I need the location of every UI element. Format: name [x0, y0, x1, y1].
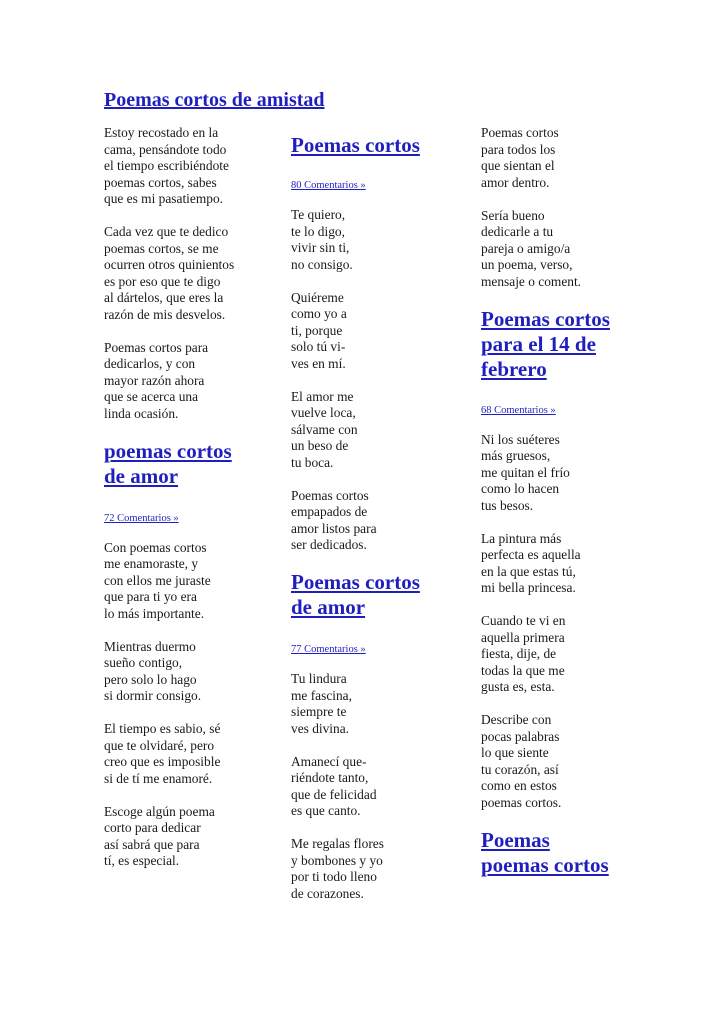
poem-paragraph: Estoy recostado en la cama, pensándote todo el tiempo escribiéndote poemas cortos, sabes que es mi pasatiempo.: [104, 125, 229, 206]
poem-paragraph: El tiempo es sabio, sé que te olvidaré, pero creo que es imposible si de tí me enamoré.: [104, 721, 221, 786]
poem-paragraph: Me regalas flores y bombones y yo por ti todo lleno de corazones.: [291, 836, 384, 901]
poem-paragraph: La pintura más perfecta es aquella en la que estas tú, mi bella princesa.: [481, 530, 581, 595]
poem-paragraph: Quiéreme como yo a ti, porque solo tú vi- ves en mí.: [291, 289, 347, 371]
column-middle: [291, 125, 461, 919]
post-heading-link[interactable]: Poemas cortos de amor: [291, 570, 420, 619]
poem-paragraph: Sería bueno dedicarle a tu pareja o amigo/a un poema, verso, mensaje o coment.: [481, 207, 582, 289]
poem-paragraph: Ni los suéteres más gruesos, me quitan el frío como lo hacen tus besos.: [481, 431, 570, 513]
poem-paragraph: Mientras duermo sueño contigo, pero solo lo hago si dormir consigo.: [104, 638, 202, 703]
poem-paragraph: Poemas cortos para dedicarlos, y con mayor razón ahora que se acerca una linda ocasión.: [104, 339, 209, 421]
poem-paragraph: Tu lindura me fascina, siempre te ves divina.: [291, 671, 352, 736]
comments-link[interactable]: 77 Comentarios »: [291, 644, 366, 655]
poem-paragraph: Cuando te vi en aquella primera fiesta, dije, de todas la que me gusta es, esta.: [481, 613, 566, 694]
poem-paragraph: Cada vez que te dedico poemas cortos, se me ocurren otros quinientos es por eso que te digo al dártelos, que eres la razón de mis desvelos.: [104, 224, 235, 322]
post-heading-link[interactable]: Poemas poemas cortos: [481, 827, 609, 877]
poem-paragraph: Describe con pocas palabras lo que siente tu corazón, así como en estos poemas cortos.: [481, 712, 562, 810]
comments-link[interactable]: 68 Comentarios »: [481, 404, 556, 416]
poem-paragraph: Poemas cortos empapados de amor listos para ser dedicados.: [291, 487, 377, 552]
poem-paragraph: Amanecí que- riéndote tanto, que de felicidad es que canto.: [291, 753, 377, 818]
post-heading-link[interactable]: Poemas cortos: [291, 133, 420, 157]
post-heading-link[interactable]: Poemas cortos para el 14 de febrero: [481, 306, 610, 381]
poem-paragraph: Escoge algún poema corto para dedicar así sabrá que para tí, es especial.: [104, 803, 215, 868]
page-title[interactable]: Poemas cortos de amistad: [104, 89, 325, 111]
comments-link[interactable]: 80 Comentarios »: [291, 180, 366, 191]
comments-link[interactable]: 72 Comentarios »: [104, 512, 179, 524]
post-heading-link[interactable]: poemas cortos de amor: [104, 438, 232, 488]
poem-paragraph: Con poemas cortos me enamoraste, y con ellos me juraste que para ti yo era lo más importante.: [104, 539, 211, 621]
poem-paragraph: Poemas cortos para todos los que sientan el amor dentro.: [481, 125, 559, 190]
poem-paragraph: El amor me vuelve loca, sálvame con un beso de tu boca.: [291, 388, 358, 470]
column-left: [104, 125, 274, 886]
poem-paragraph: Te quiero, te lo digo, vivir sin ti, no consigo.: [291, 207, 353, 272]
column-right: [481, 125, 651, 878]
